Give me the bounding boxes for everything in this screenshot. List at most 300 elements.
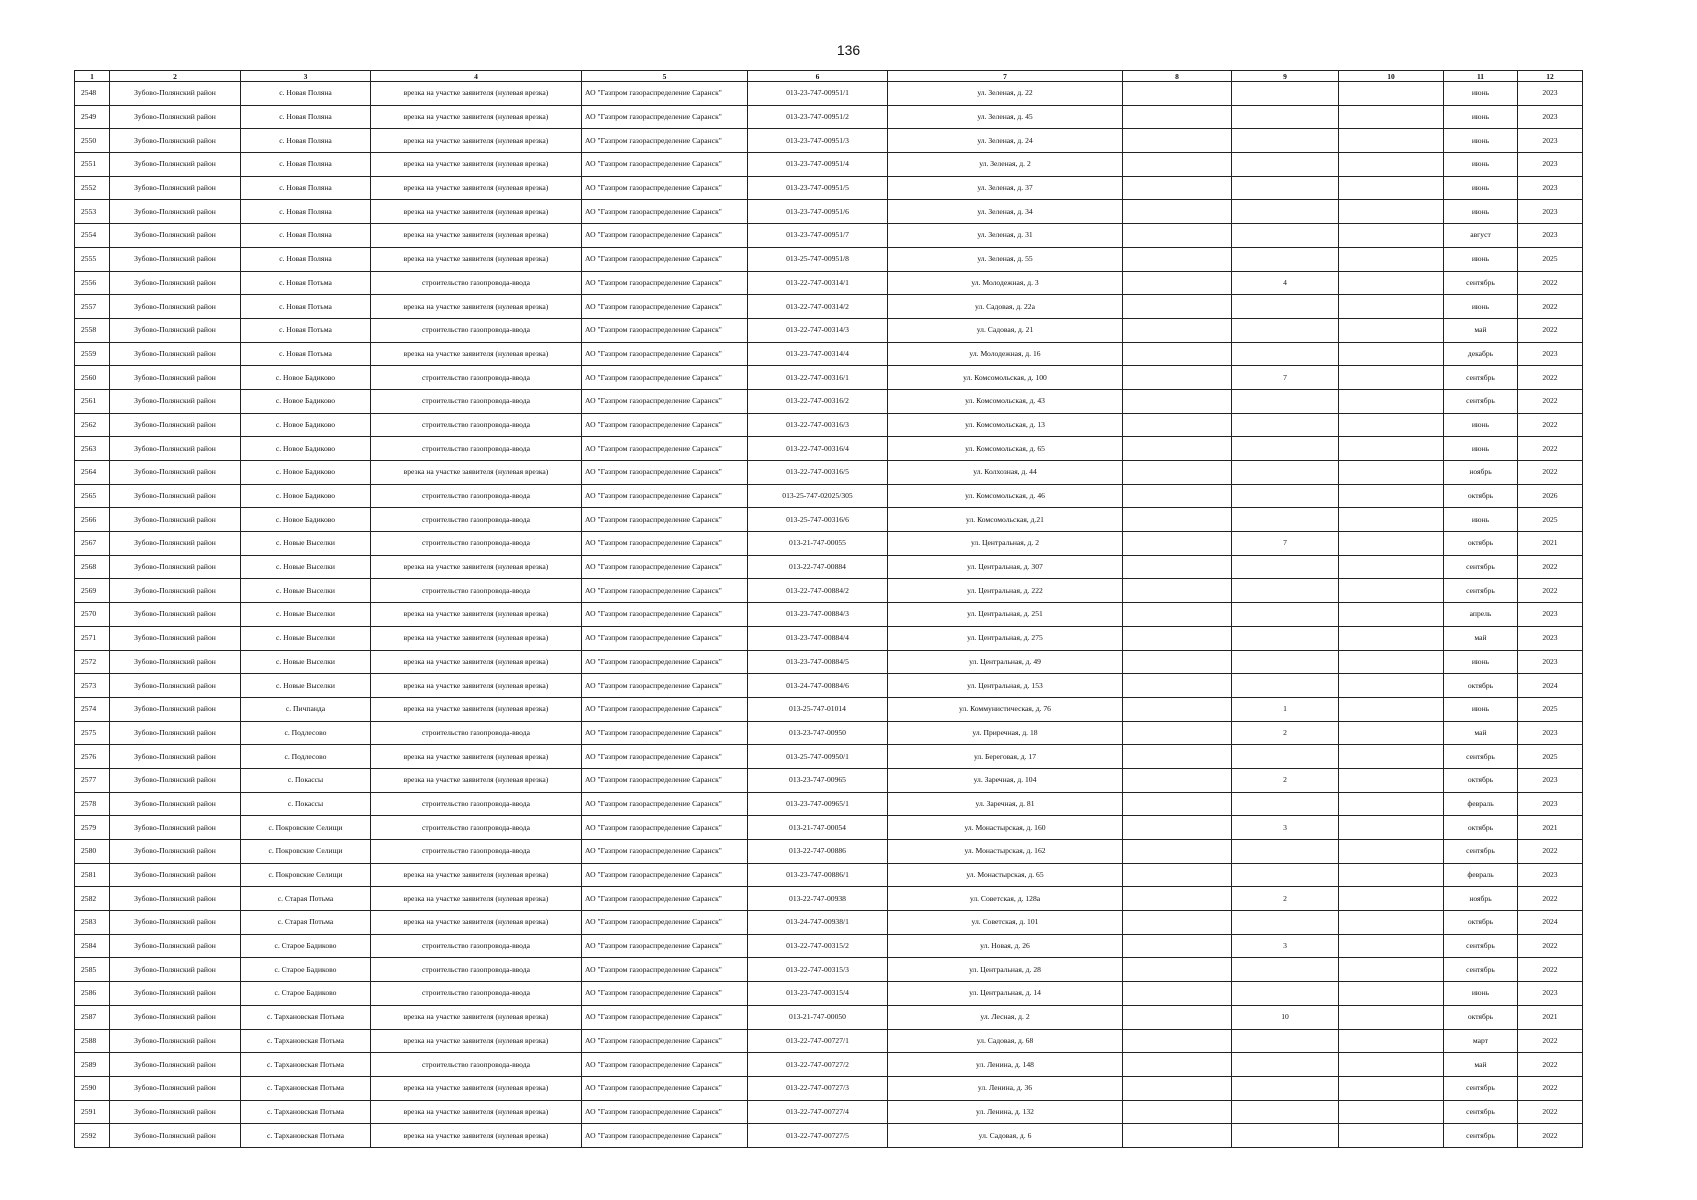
cell-col-8	[1123, 816, 1232, 840]
cell-district: Зубово-Полянский район	[110, 82, 241, 106]
cell-application-number: 013-22-747-00314/2	[748, 295, 888, 319]
cell-col-8	[1123, 745, 1232, 769]
cell-work-type: строительство газопровода-ввода	[371, 816, 582, 840]
cell-col-9	[1232, 1100, 1339, 1124]
cell-work-type: строительство газопровода-ввода	[371, 484, 582, 508]
cell-work-type: строительство газопровода-ввода	[371, 934, 582, 958]
cell-row-number: 2581	[75, 863, 110, 887]
cell-month: июнь	[1444, 413, 1518, 437]
cell-work-type: врезка на участке заявителя (нулевая врезка)	[371, 461, 582, 485]
cell-work-type: строительство газопровода-ввода	[371, 792, 582, 816]
cell-col-9	[1232, 129, 1339, 153]
cell-row-number: 2561	[75, 389, 110, 413]
cell-row-number: 2586	[75, 982, 110, 1006]
cell-application-number: 013-24-747-00938/1	[748, 911, 888, 935]
cell-work-type: врезка на участке заявителя (нулевая врезка)	[371, 1076, 582, 1100]
table-row	[75, 318, 1583, 342]
cell-address: ул. Монастырская, д. 162	[888, 840, 1123, 864]
cell-organization: АО "Газпром газораспределение Саранск"	[582, 224, 748, 248]
cell-organization: АО "Газпром газораспределение Саранск"	[582, 1100, 748, 1124]
cell-settlement: с. Новая Потьма	[241, 271, 371, 295]
cell-year: 2023	[1518, 603, 1583, 627]
cell-application-number: 013-22-747-00315/3	[748, 958, 888, 982]
cell-month: июнь	[1444, 247, 1518, 271]
cell-year: 2022	[1518, 437, 1583, 461]
cell-work-type: врезка на участке заявителя (нулевая врезка)	[371, 555, 582, 579]
cell-col-9	[1232, 674, 1339, 698]
cell-year: 2022	[1518, 934, 1583, 958]
cell-month: октябрь	[1444, 674, 1518, 698]
cell-col-10	[1339, 342, 1444, 366]
cell-organization: АО "Газпром газораспределение Саранск"	[582, 484, 748, 508]
cell-year: 2023	[1518, 982, 1583, 1006]
cell-col-9	[1232, 603, 1339, 627]
cell-col-10	[1339, 176, 1444, 200]
cell-application-number: 013-25-747-02025/305	[748, 484, 888, 508]
cell-row-number: 2591	[75, 1100, 110, 1124]
cell-organization: АО "Газпром газораспределение Саранск"	[582, 1053, 748, 1077]
table-row	[75, 982, 1583, 1006]
cell-application-number: 013-23-747-00884/4	[748, 626, 888, 650]
cell-col-9	[1232, 389, 1339, 413]
cell-district: Зубово-Полянский район	[110, 958, 241, 982]
cell-col-10	[1339, 816, 1444, 840]
cell-row-number: 2584	[75, 934, 110, 958]
table-row	[75, 603, 1583, 627]
table-row	[75, 1005, 1583, 1029]
cell-settlement: с. Старое Бадиково	[241, 934, 371, 958]
cell-district: Зубово-Полянский район	[110, 911, 241, 935]
cell-application-number: 013-25-747-01014	[748, 697, 888, 721]
cell-col-10	[1339, 1005, 1444, 1029]
cell-work-type: врезка на участке заявителя (нулевая врезка)	[371, 342, 582, 366]
cell-district: Зубово-Полянский район	[110, 721, 241, 745]
cell-col-10	[1339, 934, 1444, 958]
cell-work-type: строительство газопровода-ввода	[371, 532, 582, 556]
cell-settlement: с. Старое Бадиково	[241, 982, 371, 1006]
cell-year: 2022	[1518, 1053, 1583, 1077]
cell-month: июнь	[1444, 437, 1518, 461]
cell-settlement: с. Новые Выселки	[241, 650, 371, 674]
table-row	[75, 555, 1583, 579]
cell-col-9	[1232, 792, 1339, 816]
cell-month: сентябрь	[1444, 555, 1518, 579]
cell-col-8	[1123, 271, 1232, 295]
cell-col-10	[1339, 626, 1444, 650]
cell-col-9: 4	[1232, 271, 1339, 295]
cell-row-number: 2578	[75, 792, 110, 816]
cell-col-10	[1339, 532, 1444, 556]
cell-organization: АО "Газпром газораспределение Саранск"	[582, 697, 748, 721]
cell-work-type: врезка на участке заявителя (нулевая врезка)	[371, 697, 582, 721]
cell-col-8	[1123, 389, 1232, 413]
table-row	[75, 342, 1583, 366]
cell-col-8	[1123, 721, 1232, 745]
cell-organization: АО "Газпром газораспределение Саранск"	[582, 271, 748, 295]
table-row	[75, 768, 1583, 792]
cell-col-10	[1339, 271, 1444, 295]
cell-row-number: 2567	[75, 532, 110, 556]
cell-row-number: 2569	[75, 579, 110, 603]
cell-district: Зубово-Полянский район	[110, 1053, 241, 1077]
cell-year: 2022	[1518, 1100, 1583, 1124]
cell-col-10	[1339, 413, 1444, 437]
cell-col-8	[1123, 1029, 1232, 1053]
cell-work-type: врезка на участке заявителя (нулевая врезка)	[371, 1124, 582, 1148]
cell-col-9	[1232, 745, 1339, 769]
column-header-2: 2	[110, 71, 241, 82]
cell-col-8	[1123, 697, 1232, 721]
cell-work-type: строительство газопровода-ввода	[371, 366, 582, 390]
table-row	[75, 271, 1583, 295]
cell-work-type: строительство газопровода-ввода	[371, 982, 582, 1006]
cell-row-number: 2549	[75, 105, 110, 129]
cell-organization: АО "Газпром газораспределение Саранск"	[582, 247, 748, 271]
cell-col-8	[1123, 887, 1232, 911]
cell-year: 2021	[1518, 1005, 1583, 1029]
cell-month: сентябрь	[1444, 1076, 1518, 1100]
cell-row-number: 2560	[75, 366, 110, 390]
cell-col-9	[1232, 508, 1339, 532]
cell-work-type: врезка на участке заявителя (нулевая врезка)	[371, 153, 582, 177]
cell-address: ул. Зеленая, д. 34	[888, 200, 1123, 224]
table-row	[75, 532, 1583, 556]
cell-row-number: 2575	[75, 721, 110, 745]
cell-col-9	[1232, 579, 1339, 603]
cell-organization: АО "Газпром газораспределение Саранск"	[582, 934, 748, 958]
cell-district: Зубово-Полянский район	[110, 484, 241, 508]
cell-district: Зубово-Полянский район	[110, 508, 241, 532]
cell-col-9	[1232, 82, 1339, 106]
cell-col-10	[1339, 603, 1444, 627]
cell-col-8	[1123, 484, 1232, 508]
cell-settlement: с. Новая Поляна	[241, 200, 371, 224]
cell-work-type: врезка на участке заявителя (нулевая врезка)	[371, 82, 582, 106]
cell-col-9: 2	[1232, 721, 1339, 745]
cell-settlement: с. Покровские Селищи	[241, 816, 371, 840]
cell-month: май	[1444, 318, 1518, 342]
cell-col-10	[1339, 1100, 1444, 1124]
cell-month: сентябрь	[1444, 958, 1518, 982]
cell-work-type: врезка на участке заявителя (нулевая врезка)	[371, 650, 582, 674]
cell-settlement: с. Новая Потьма	[241, 342, 371, 366]
cell-month: октябрь	[1444, 911, 1518, 935]
cell-settlement: с. Новые Выселки	[241, 579, 371, 603]
cell-col-9: 10	[1232, 1005, 1339, 1029]
cell-col-8	[1123, 366, 1232, 390]
cell-work-type: строительство газопровода-ввода	[371, 579, 582, 603]
cell-col-9: 3	[1232, 816, 1339, 840]
cell-col-8	[1123, 863, 1232, 887]
cell-col-10	[1339, 1053, 1444, 1077]
cell-address: ул. Молодежная, д. 3	[888, 271, 1123, 295]
cell-application-number: 013-22-747-00727/4	[748, 1100, 888, 1124]
cell-col-9	[1232, 200, 1339, 224]
column-header-12: 12	[1518, 71, 1583, 82]
cell-settlement: с. Покровские Селищи	[241, 840, 371, 864]
cell-col-10	[1339, 721, 1444, 745]
cell-settlement: с. Новые Выселки	[241, 626, 371, 650]
cell-col-10	[1339, 697, 1444, 721]
cell-year: 2022	[1518, 295, 1583, 319]
cell-address: ул. Заречная, д. 81	[888, 792, 1123, 816]
cell-address: ул. Комсомольская, д.21	[888, 508, 1123, 532]
column-header-8: 8	[1123, 71, 1232, 82]
cell-month: сентябрь	[1444, 1124, 1518, 1148]
cell-year: 2022	[1518, 555, 1583, 579]
cell-year: 2025	[1518, 745, 1583, 769]
cell-organization: АО "Газпром газораспределение Саранск"	[582, 816, 748, 840]
cell-col-9: 7	[1232, 532, 1339, 556]
table-row	[75, 389, 1583, 413]
cell-col-9	[1232, 461, 1339, 485]
column-header-3: 3	[241, 71, 371, 82]
cell-work-type: строительство газопровода-ввода	[371, 721, 582, 745]
cell-month: июнь	[1444, 82, 1518, 106]
cell-settlement: с. Тархановская Потьма	[241, 1053, 371, 1077]
cell-col-8	[1123, 176, 1232, 200]
cell-application-number: 013-22-747-00884	[748, 555, 888, 579]
cell-address: ул. Комсомольская, д. 43	[888, 389, 1123, 413]
cell-address: ул. Центральная, д. 14	[888, 982, 1123, 1006]
cell-col-8	[1123, 603, 1232, 627]
table-row	[75, 1124, 1583, 1148]
cell-col-9	[1232, 437, 1339, 461]
cell-settlement: с. Новая Потьма	[241, 318, 371, 342]
cell-col-8	[1123, 247, 1232, 271]
cell-row-number: 2553	[75, 200, 110, 224]
cell-row-number: 2558	[75, 318, 110, 342]
cell-year: 2025	[1518, 508, 1583, 532]
cell-col-8	[1123, 342, 1232, 366]
cell-year: 2025	[1518, 697, 1583, 721]
cell-organization: АО "Газпром газораспределение Саранск"	[582, 555, 748, 579]
cell-district: Зубово-Полянский район	[110, 224, 241, 248]
cell-address: ул. Садовая, д. 22а	[888, 295, 1123, 319]
table-row	[75, 674, 1583, 698]
cell-month: ноябрь	[1444, 887, 1518, 911]
table-row	[75, 508, 1583, 532]
table-row	[75, 461, 1583, 485]
cell-year: 2024	[1518, 911, 1583, 935]
cell-work-type: врезка на участке заявителя (нулевая врезка)	[371, 863, 582, 887]
cell-month: октябрь	[1444, 484, 1518, 508]
cell-district: Зубово-Полянский район	[110, 461, 241, 485]
cell-organization: АО "Газпром газораспределение Саранск"	[582, 911, 748, 935]
cell-col-9	[1232, 911, 1339, 935]
cell-work-type: врезка на участке заявителя (нулевая врезка)	[371, 1100, 582, 1124]
cell-address: ул. Центральная, д. 307	[888, 555, 1123, 579]
cell-district: Зубово-Полянский район	[110, 532, 241, 556]
cell-work-type: врезка на участке заявителя (нулевая врезка)	[371, 224, 582, 248]
cell-organization: АО "Газпром газораспределение Саранск"	[582, 437, 748, 461]
table-row	[75, 247, 1583, 271]
cell-month: февраль	[1444, 792, 1518, 816]
cell-work-type: врезка на участке заявителя (нулевая врезка)	[371, 295, 582, 319]
cell-district: Зубово-Полянский район	[110, 863, 241, 887]
cell-col-10	[1339, 887, 1444, 911]
cell-month: сентябрь	[1444, 934, 1518, 958]
cell-organization: АО "Газпром газораспределение Саранск"	[582, 958, 748, 982]
cell-month: октябрь	[1444, 768, 1518, 792]
cell-settlement: с. Пичпанда	[241, 697, 371, 721]
cell-work-type: строительство газопровода-ввода	[371, 1053, 582, 1077]
cell-year: 2022	[1518, 389, 1583, 413]
cell-organization: АО "Газпром газораспределение Саранск"	[582, 982, 748, 1006]
cell-application-number: 013-22-747-00316/3	[748, 413, 888, 437]
cell-organization: АО "Газпром газораспределение Саранск"	[582, 389, 748, 413]
cell-col-10	[1339, 508, 1444, 532]
cell-settlement: с. Новое Бадиково	[241, 508, 371, 532]
cell-address: ул. Колхозная, д. 44	[888, 461, 1123, 485]
cell-col-9	[1232, 153, 1339, 177]
cell-address: ул. Комсомольская, д. 100	[888, 366, 1123, 390]
table-row	[75, 650, 1583, 674]
table-row	[75, 224, 1583, 248]
cell-district: Зубово-Полянский район	[110, 129, 241, 153]
cell-col-8	[1123, 768, 1232, 792]
cell-organization: АО "Газпром газораспределение Саранск"	[582, 200, 748, 224]
cell-application-number: 013-21-747-00054	[748, 816, 888, 840]
cell-row-number: 2574	[75, 697, 110, 721]
cell-col-10	[1339, 366, 1444, 390]
cell-organization: АО "Газпром газораспределение Саранск"	[582, 532, 748, 556]
cell-month: март	[1444, 1029, 1518, 1053]
cell-col-9: 7	[1232, 366, 1339, 390]
cell-row-number: 2585	[75, 958, 110, 982]
cell-district: Зубово-Полянский район	[110, 982, 241, 1006]
cell-col-9	[1232, 318, 1339, 342]
cell-settlement: с. Новое Бадиково	[241, 366, 371, 390]
cell-address: ул. Центральная, д. 222	[888, 579, 1123, 603]
cell-application-number: 013-23-747-00951/7	[748, 224, 888, 248]
cell-col-10	[1339, 840, 1444, 864]
cell-col-10	[1339, 153, 1444, 177]
cell-col-8	[1123, 1076, 1232, 1100]
cell-address: ул. Ленина, д. 132	[888, 1100, 1123, 1124]
cell-application-number: 013-23-747-00314/4	[748, 342, 888, 366]
cell-organization: АО "Газпром газораспределение Саранск"	[582, 318, 748, 342]
cell-district: Зубово-Полянский район	[110, 176, 241, 200]
cell-row-number: 2572	[75, 650, 110, 674]
cell-application-number: 013-22-747-00727/2	[748, 1053, 888, 1077]
cell-district: Зубово-Полянский район	[110, 271, 241, 295]
table-row	[75, 176, 1583, 200]
gasification-register-table	[74, 70, 1583, 1148]
cell-address: ул. Береговая, д. 17	[888, 745, 1123, 769]
cell-month: апрель	[1444, 603, 1518, 627]
cell-work-type: врезка на участке заявителя (нулевая врезка)	[371, 674, 582, 698]
cell-month: июнь	[1444, 982, 1518, 1006]
cell-row-number: 2588	[75, 1029, 110, 1053]
table-row	[75, 863, 1583, 887]
cell-col-8	[1123, 1124, 1232, 1148]
cell-address: ул. Монастырская, д. 160	[888, 816, 1123, 840]
cell-address: ул. Комсомольская, д. 46	[888, 484, 1123, 508]
cell-organization: АО "Газпром газораспределение Саранск"	[582, 887, 748, 911]
cell-col-10	[1339, 674, 1444, 698]
cell-organization: АО "Газпром газораспределение Саранск"	[582, 674, 748, 698]
cell-row-number: 2573	[75, 674, 110, 698]
column-header-4: 4	[371, 71, 582, 82]
cell-application-number: 013-23-747-00951/3	[748, 129, 888, 153]
cell-district: Зубово-Полянский район	[110, 887, 241, 911]
cell-month: сентябрь	[1444, 579, 1518, 603]
cell-col-9: 3	[1232, 934, 1339, 958]
cell-district: Зубово-Полянский район	[110, 603, 241, 627]
cell-district: Зубово-Полянский район	[110, 768, 241, 792]
cell-month: июнь	[1444, 153, 1518, 177]
cell-row-number: 2587	[75, 1005, 110, 1029]
table-row	[75, 745, 1583, 769]
cell-work-type: строительство газопровода-ввода	[371, 508, 582, 532]
cell-address: ул. Зеленая, д. 55	[888, 247, 1123, 271]
cell-col-9	[1232, 484, 1339, 508]
cell-district: Зубово-Полянский район	[110, 816, 241, 840]
cell-organization: АО "Газпром газораспределение Саранск"	[582, 1124, 748, 1148]
cell-application-number: 013-22-747-00884/2	[748, 579, 888, 603]
cell-application-number: 013-24-747-00884/6	[748, 674, 888, 698]
cell-address: ул. Зеленая, д. 45	[888, 105, 1123, 129]
cell-application-number: 013-22-747-00316/5	[748, 461, 888, 485]
cell-col-10	[1339, 389, 1444, 413]
cell-col-10	[1339, 82, 1444, 106]
cell-col-9	[1232, 105, 1339, 129]
cell-year: 2022	[1518, 366, 1583, 390]
cell-settlement: с. Новые Выселки	[241, 603, 371, 627]
cell-organization: АО "Газпром газораспределение Саранск"	[582, 366, 748, 390]
cell-organization: АО "Газпром газораспределение Саранск"	[582, 863, 748, 887]
table-row	[75, 626, 1583, 650]
cell-address: ул. Заречная, д. 104	[888, 768, 1123, 792]
cell-year: 2022	[1518, 958, 1583, 982]
cell-address: ул. Садовая, д. 21	[888, 318, 1123, 342]
cell-row-number: 2548	[75, 82, 110, 106]
cell-year: 2023	[1518, 342, 1583, 366]
column-header-1: 1	[75, 71, 110, 82]
cell-district: Зубово-Полянский район	[110, 247, 241, 271]
cell-col-8	[1123, 318, 1232, 342]
cell-settlement: с. Подлесово	[241, 745, 371, 769]
cell-organization: АО "Газпром газораспределение Саранск"	[582, 792, 748, 816]
cell-col-8	[1123, 105, 1232, 129]
cell-district: Зубово-Полянский район	[110, 342, 241, 366]
cell-col-8	[1123, 461, 1232, 485]
cell-col-10	[1339, 768, 1444, 792]
cell-col-10	[1339, 484, 1444, 508]
cell-month: октябрь	[1444, 1005, 1518, 1029]
table-row	[75, 911, 1583, 935]
cell-year: 2023	[1518, 721, 1583, 745]
cell-address: ул. Садовая, д. 68	[888, 1029, 1123, 1053]
cell-organization: АО "Газпром газораспределение Саранск"	[582, 768, 748, 792]
cell-col-10	[1339, 129, 1444, 153]
cell-address: ул. Лесная, д. 2	[888, 1005, 1123, 1029]
cell-application-number: 013-22-747-00316/1	[748, 366, 888, 390]
cell-district: Зубово-Полянский район	[110, 153, 241, 177]
cell-year: 2022	[1518, 318, 1583, 342]
cell-col-8	[1123, 532, 1232, 556]
cell-district: Зубово-Полянский район	[110, 105, 241, 129]
cell-organization: АО "Газпром газораспределение Саранск"	[582, 579, 748, 603]
column-header-10: 10	[1339, 71, 1444, 82]
cell-row-number: 2582	[75, 887, 110, 911]
cell-district: Зубово-Полянский район	[110, 745, 241, 769]
cell-col-10	[1339, 105, 1444, 129]
table-row	[75, 413, 1583, 437]
cell-organization: АО "Газпром газораспределение Саранск"	[582, 1005, 748, 1029]
cell-month: сентябрь	[1444, 745, 1518, 769]
